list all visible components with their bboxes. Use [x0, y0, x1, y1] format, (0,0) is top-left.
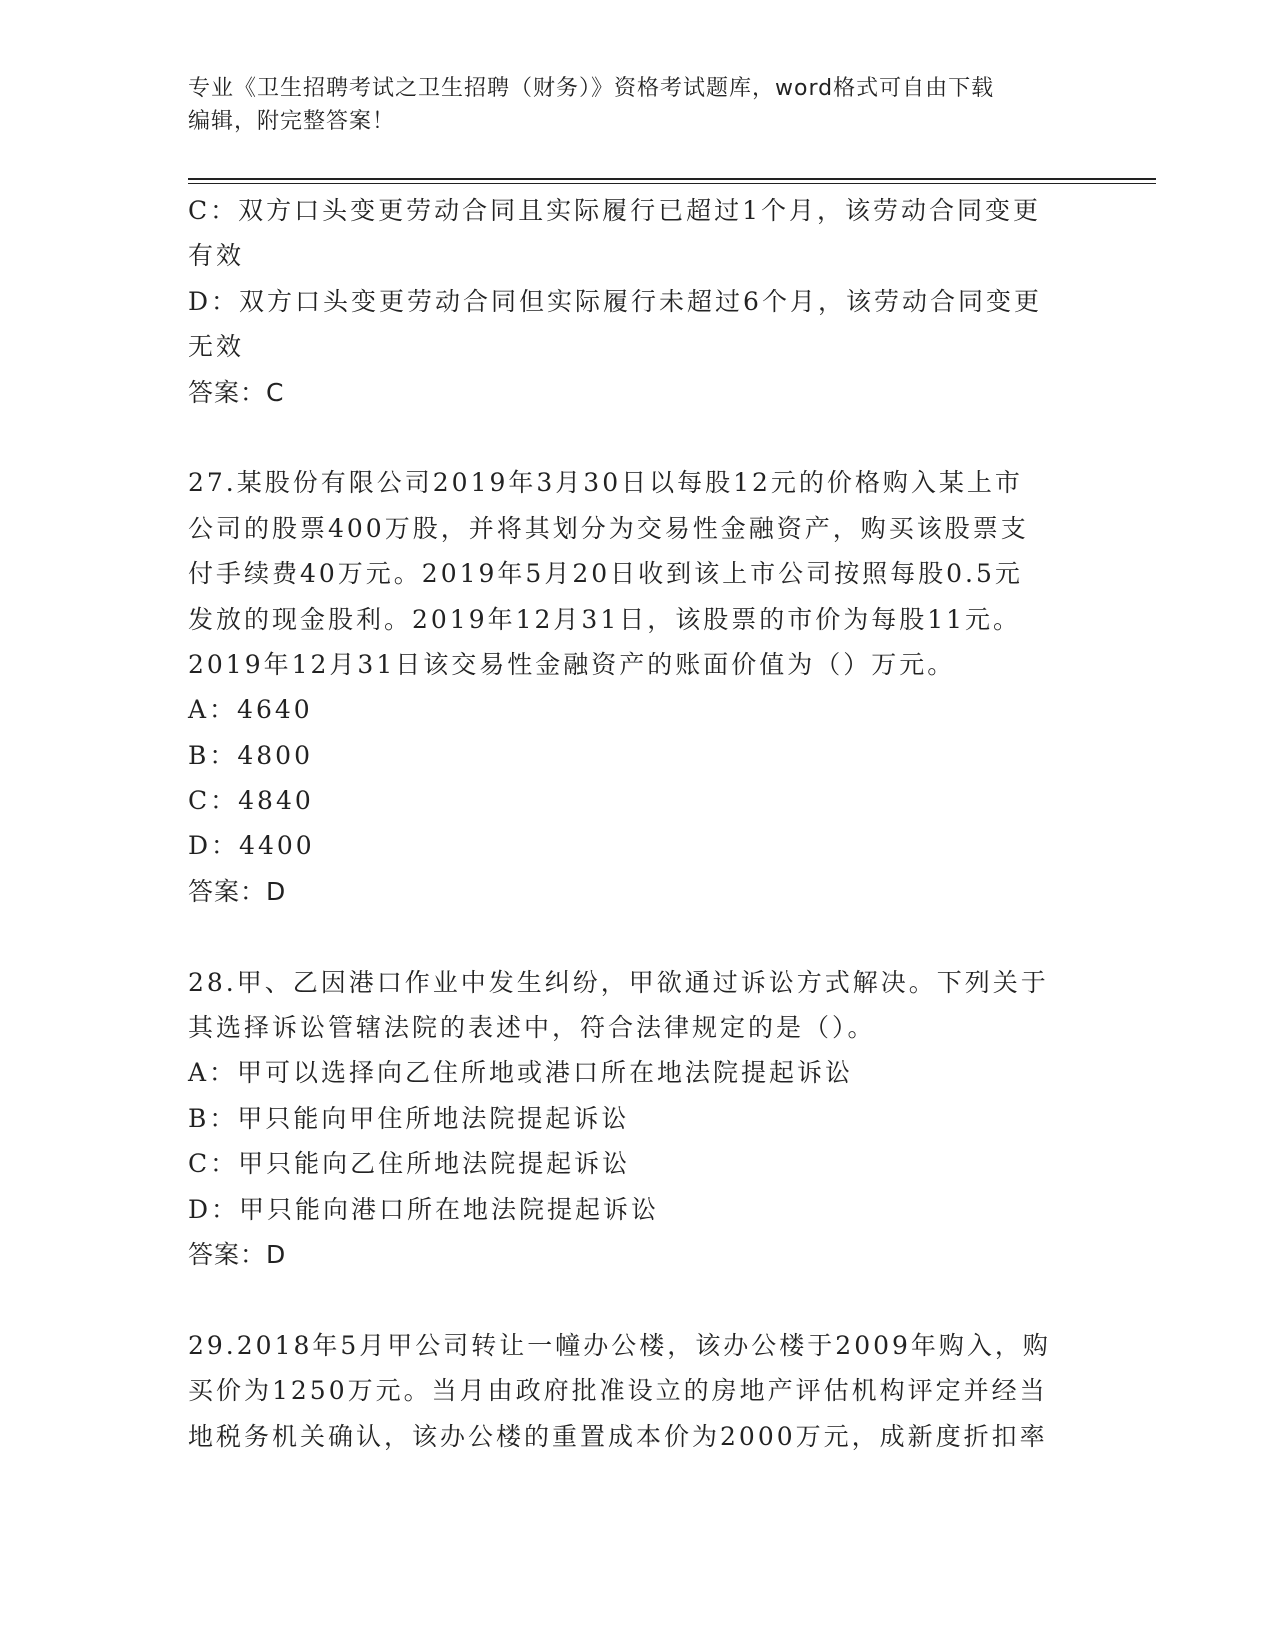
question-28 [188, 960, 1078, 1278]
answer-27: 答案：D [188, 876, 287, 906]
question-27-option-a: A：4640 [188, 695, 313, 725]
question-28-stem-1: 28.甲、乙因港口作业中发生纠纷，甲欲通过诉讼方式解决。下列关于 [188, 967, 1049, 997]
option-d-line-2: 无效 [188, 332, 245, 362]
document-header [188, 72, 1068, 138]
question-27-stem-3: 付手续费40万元。2019年5月20日收到该上市公司按照每股0.5元 [188, 559, 1023, 589]
question-28-option-c: C：甲只能向乙住所地法院提起诉讼 [188, 1149, 631, 1179]
question-27-stem-2: 公司的股票400万股，并将其划分为交易性金融资产，购买该股票支 [188, 513, 1029, 543]
question-spacer [188, 415, 1078, 460]
question-27 [188, 460, 1078, 914]
question-28-option-d: D：甲只能向港口所在地法院提起诉讼 [188, 1194, 660, 1224]
question-27-stem-4: 发放的现金股利。2019年12月31日，该股票的市价为每股11元。 [188, 604, 1022, 634]
question-spacer [188, 1277, 1078, 1322]
question-27-option-b: B：4800 [188, 740, 313, 770]
question-29-stem-3: 地税务机关确认，该办公楼的重置成本价为2000万元，成新度折扣率 [188, 1421, 1048, 1451]
question-27-stem-5: 2019年12月31日该交易性金融资产的账面价值为（）万元。 [188, 649, 956, 679]
question-27-option-c: C：4840 [188, 786, 314, 816]
header-line-1: 专业《卫生招聘考试之卫生招聘（财务）》资格考试题库，word格式可自由下载 [188, 76, 995, 101]
header-line-2: 编辑，附完整答案！ [188, 109, 396, 134]
answer-26: 答案：C [188, 377, 285, 407]
question-29-stem-2: 买价为1250万元。当月由政府批准设立的房地产评估机构评定并经当 [188, 1376, 1048, 1406]
question-27-stem-1: 27.某股份有限公司2019年3月30日以每股12元的价格购入某上市 [188, 468, 1023, 498]
question-29-stem-1: 29.2018年5月甲公司转让一幢办公楼，该办公楼于2009年购入，购 [188, 1330, 1051, 1360]
option-d-line-1: D：双方口头变更劳动合同但实际履行未超过6个月，该劳动合同变更 [188, 286, 1042, 316]
answer-28: 答案：D [188, 1239, 287, 1269]
question-27-option-d: D：4400 [188, 831, 315, 861]
question-26-continuation [188, 188, 1078, 415]
question-28-option-b: B：甲只能向甲住所地法院提起诉讼 [188, 1103, 630, 1133]
question-28-stem-2: 其选择诉讼管辖法院的表述中，符合法律规定的是（）。 [188, 1013, 876, 1043]
option-c-line-1: C：双方口头变更劳动合同且实际履行已超过1个月，该劳动合同变更 [188, 196, 1042, 225]
question-content [188, 188, 1078, 1459]
option-c-line-2: 有效 [188, 241, 245, 271]
header-divider-thick [188, 178, 1156, 180]
question-29 [188, 1323, 1078, 1459]
header-divider-thin [188, 183, 1156, 184]
question-28-option-a: A：甲可以选择向乙住所地或港口所在地法院提起诉讼 [188, 1058, 854, 1088]
question-spacer [188, 914, 1078, 959]
